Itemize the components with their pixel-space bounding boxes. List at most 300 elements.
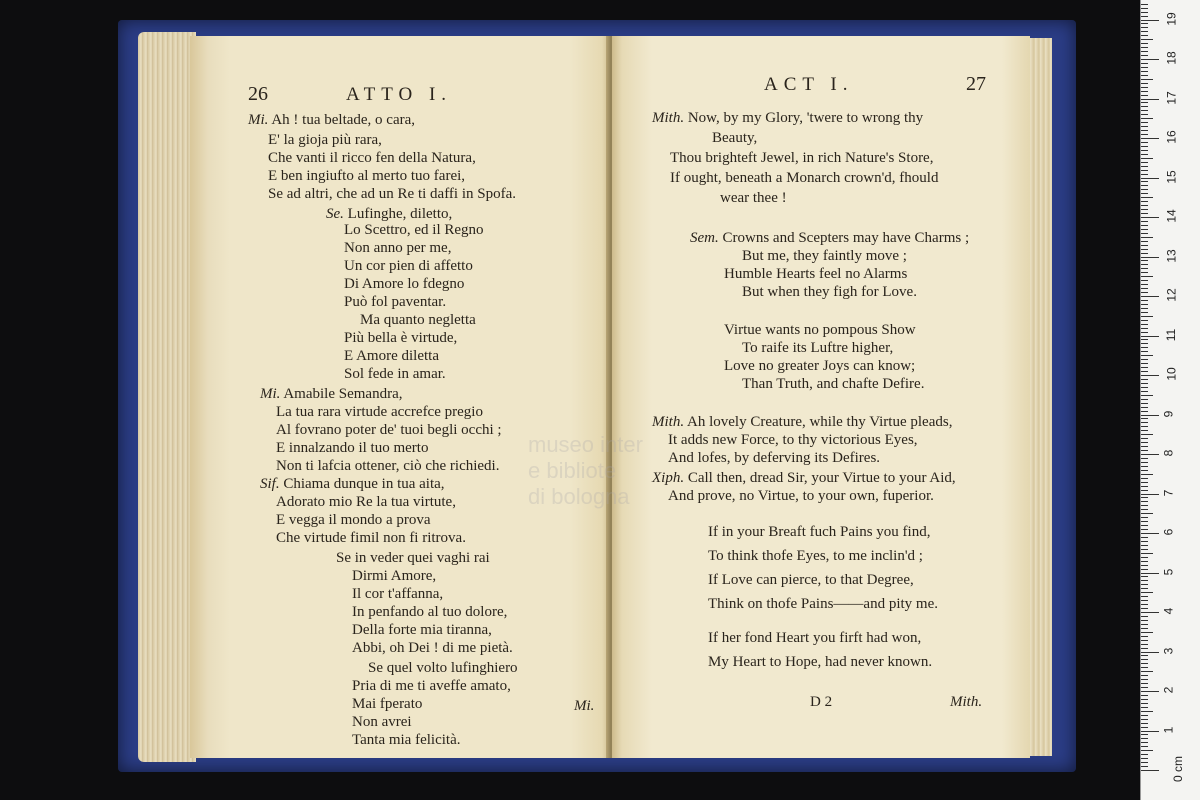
verse-text: Della forte mia tiranna, (352, 622, 492, 638)
ruler-tick (1141, 300, 1148, 301)
ruler-tick (1141, 549, 1148, 550)
verse-text: Se in veder quei vaghi rai (336, 550, 490, 566)
ruler-number: 9 (1161, 410, 1176, 417)
verse-text: La tua rara virtude accrefce pregio (276, 404, 483, 420)
verse-text: Più bella è virtude, (344, 330, 458, 346)
right-page-line (724, 322, 916, 339)
verse-text: Dirmi Amore, (352, 568, 437, 584)
verse-text: It adds new Force, to thy victorious Eyes, (668, 432, 918, 448)
ruler-tick (1141, 663, 1148, 664)
verse-text: If in your Breaft fuch Pains you find, (708, 524, 931, 540)
left-catchword: Mi. (574, 698, 595, 714)
ruler-tick (1141, 110, 1148, 111)
ruler-tick (1141, 71, 1148, 72)
ruler-tick (1141, 675, 1148, 676)
left-page-line (352, 696, 422, 713)
ruler-tick (1141, 308, 1148, 309)
ruler-tick (1141, 8, 1148, 9)
ruler-tick (1141, 734, 1148, 735)
ruler-tick (1141, 264, 1148, 265)
ruler-tick (1141, 138, 1159, 139)
right-page-line (668, 432, 918, 449)
ruler-tick (1141, 95, 1148, 96)
ruler-tick (1141, 185, 1148, 186)
ruler-tick (1141, 79, 1153, 80)
ruler-tick (1141, 260, 1148, 261)
ruler-tick (1141, 106, 1148, 107)
left-page-line (268, 150, 476, 167)
watermark-line-3: di bologna (528, 484, 630, 509)
ruler-tick (1141, 746, 1148, 747)
ruler-tick (1141, 699, 1148, 700)
ruler-tick (1141, 742, 1148, 743)
speaker-name: Mith. (652, 414, 685, 430)
ruler-tick (1141, 399, 1148, 400)
ruler-tick (1141, 296, 1159, 297)
left-page-line (352, 586, 443, 603)
verse-text: If her fond Heart you firft had won, (708, 630, 922, 646)
ruler-tick (1141, 197, 1153, 198)
ruler-tick (1141, 324, 1148, 325)
ruler-number: 6 (1161, 528, 1176, 536)
ruler-tick (1141, 99, 1159, 100)
verse-text: Tanta mia felicità. (352, 732, 461, 748)
watermark-line-2: e bibliote (528, 458, 617, 483)
left-page-line (352, 568, 436, 585)
ruler-tick (1141, 343, 1148, 344)
ruler-tick (1141, 146, 1148, 147)
ruler-number: 8 (1161, 449, 1176, 457)
ruler-tick (1141, 407, 1148, 408)
right-page-line (652, 414, 952, 431)
ruler-tick (1141, 126, 1148, 127)
ruler-tick (1141, 118, 1153, 119)
ruler-tick (1141, 134, 1148, 135)
left-page-line (344, 276, 464, 293)
ruler-tick (1141, 584, 1148, 585)
right-page (612, 36, 1030, 758)
verse-text: Ma quanto negletta (360, 312, 476, 328)
ruler-tick (1141, 178, 1159, 179)
signature-mark: D 2 (810, 694, 833, 710)
right-page-header: ACT I. (764, 74, 854, 95)
left-page-line (276, 458, 499, 475)
verse-text: Che virtude fimil non fi ritrova. (276, 530, 466, 546)
ruler-tick (1141, 67, 1148, 68)
ruler-tick (1141, 292, 1148, 293)
ruler-tick (1141, 576, 1148, 577)
verse-text: Adorato mio Re la tua virtute, (276, 494, 456, 510)
left-page-line (352, 678, 511, 695)
right-page-line (708, 654, 932, 671)
ruler-tick (1141, 272, 1148, 273)
ruler-tick (1141, 509, 1148, 510)
ruler-tick (1141, 762, 1148, 763)
ruler-tick (1141, 470, 1148, 471)
right-page-line (708, 596, 938, 613)
ruler-tick (1141, 23, 1148, 24)
ruler-tick (1141, 170, 1148, 171)
verse-text: Può fol paventar. (344, 294, 447, 310)
ruler-tick (1141, 430, 1148, 431)
ruler-number: 12 (1164, 288, 1179, 302)
ruler-tick (1141, 557, 1148, 558)
speaker-name: Se. (326, 206, 344, 222)
left-page-line (344, 330, 457, 347)
ruler-tick (1141, 446, 1148, 447)
ruler-tick (1141, 659, 1148, 660)
ruler-tick (1141, 189, 1148, 190)
verse-text: Crowns and Scepters may have Charms ; (718, 230, 970, 246)
verse-text: Than Truth, and chafte Defire. (742, 376, 925, 392)
ruler-tick (1141, 596, 1148, 597)
ruler-tick (1141, 411, 1148, 412)
ruler-tick (1141, 363, 1148, 364)
ruler-tick (1141, 620, 1148, 621)
ruler-tick (1141, 59, 1159, 60)
right-page-line (724, 358, 915, 375)
ruler-tick (1141, 687, 1148, 688)
ruler-tick (1141, 604, 1148, 605)
ruler-tick (1141, 588, 1148, 589)
ruler-tick (1141, 426, 1148, 427)
ruler-tick (1141, 719, 1148, 720)
ruler-tick (1141, 4, 1148, 5)
ruler-tick (1141, 166, 1148, 167)
ruler-tick (1141, 628, 1148, 629)
left-page-line (344, 240, 451, 257)
ruler-tick (1141, 221, 1148, 222)
speaker-name: Mi. (260, 386, 281, 402)
ruler-tick (1141, 521, 1148, 522)
ruler-tick (1141, 494, 1159, 495)
left-page-line (260, 386, 402, 403)
verse-text: Mai fperato (352, 696, 423, 712)
ruler-tick (1141, 241, 1148, 242)
ruler-tick (1141, 288, 1148, 289)
right-page-line (742, 376, 924, 393)
verse-text: Abbi, oh Dei ! di me pietà. (352, 640, 513, 656)
right-page-line (720, 190, 787, 207)
left-page-line (352, 622, 492, 639)
right-page-line (708, 524, 930, 541)
ruler-tick (1141, 462, 1148, 463)
verse-text: E' la gioja più rara, (268, 132, 382, 148)
ruler-tick (1141, 478, 1148, 479)
ruler-number: 7 (1161, 489, 1176, 496)
verse-text: If Love can pierce, to that Degree, (708, 572, 914, 588)
ruler-tick (1141, 225, 1148, 226)
verse-text: But me, they faintly move ; (742, 248, 907, 264)
right-page-line (708, 548, 923, 565)
ruler-tick (1141, 731, 1159, 732)
verse-text: And lofes, by deferving its Defires. (668, 450, 881, 466)
ruler-tick (1141, 229, 1148, 230)
ruler-tick (1141, 39, 1153, 40)
ruler-tick (1141, 541, 1148, 542)
ruler-tick (1141, 280, 1148, 281)
left-page-line (344, 366, 446, 383)
verse-text: Virtue wants no pompous Show (724, 322, 916, 338)
ruler-tick (1141, 490, 1148, 491)
speaker-name: Sif. (260, 476, 280, 492)
ruler-tick (1141, 636, 1148, 637)
verse-text: Il cor t'affanna, (352, 586, 444, 602)
left-page-line (368, 660, 518, 677)
verse-text: Now, by my Glory, 'twere to wrong thy (684, 110, 924, 126)
right-page-line (742, 248, 907, 265)
ruler-tick (1141, 517, 1148, 518)
left-page-line (344, 348, 439, 365)
ruler-number: 19 (1164, 11, 1179, 26)
right-page-line (652, 470, 956, 487)
verse-text: Amabile Semandra, (280, 386, 403, 402)
ruler-tick (1141, 43, 1148, 44)
ruler-tick (1141, 87, 1148, 88)
ruler-tick (1141, 644, 1148, 645)
ruler-tick (1141, 375, 1159, 376)
ruler-tick (1141, 351, 1148, 352)
left-page-line (276, 512, 431, 529)
ruler-tick (1141, 336, 1159, 337)
ruler-tick (1141, 434, 1153, 435)
ruler-tick (1141, 181, 1148, 182)
left-page-line (268, 132, 382, 149)
ruler-tick (1141, 403, 1148, 404)
ruler-tick (1141, 505, 1148, 506)
verse-text: In penfando al tuo dolore, (352, 604, 508, 620)
verse-text: Di Amore lo fdegno (344, 276, 465, 292)
ruler-tick (1141, 63, 1148, 64)
left-page-line (344, 294, 446, 311)
ruler-tick (1141, 91, 1148, 92)
left-page (190, 36, 610, 758)
speaker-name: Mi. (248, 112, 269, 128)
ruler-tick (1141, 217, 1159, 218)
ruler-number: 5 (1161, 568, 1176, 575)
ruler-tick (1141, 679, 1148, 680)
left-page-line (336, 550, 490, 567)
verse-text: Un cor pien di affetto (344, 258, 473, 274)
measuring-ruler (1140, 0, 1200, 800)
verse-text: Se ad altri, che ad un Re ti daffi in Spofa. (268, 186, 516, 202)
left-page-line (352, 640, 513, 657)
right-catchword: Mith. (950, 694, 983, 710)
ruler-tick (1141, 450, 1148, 451)
ruler-number: 14 (1164, 209, 1179, 223)
right-page-line (670, 150, 933, 167)
ruler-number: 16 (1164, 130, 1179, 144)
right-page-line (724, 266, 907, 283)
ruler-tick (1141, 438, 1148, 439)
ruler-tick (1141, 442, 1148, 443)
ruler-tick (1141, 612, 1159, 613)
left-page-line (344, 222, 484, 239)
ruler-tick (1141, 738, 1148, 739)
ruler-tick (1141, 545, 1148, 546)
ruler-tick (1141, 723, 1148, 724)
ruler-tick (1141, 304, 1148, 305)
ruler-number: 18 (1164, 51, 1179, 65)
ruler-tick (1141, 142, 1148, 143)
ruler-tick (1141, 486, 1148, 487)
ruler-tick (1141, 565, 1148, 566)
ruler-tick (1141, 715, 1148, 716)
left-page-line (260, 476, 445, 493)
ruler-tick (1141, 27, 1148, 28)
ruler-number: 0 cm (1171, 755, 1186, 783)
ruler-number: 11 (1164, 328, 1179, 341)
verse-text: Sol fede in amar. (344, 366, 446, 382)
ruler-tick (1141, 703, 1148, 704)
verse-text: Humble Hearts feel no Alarms (724, 266, 908, 282)
ruler-tick (1141, 454, 1159, 455)
ruler-tick (1141, 47, 1148, 48)
ruler-tick (1141, 122, 1148, 123)
ruler-tick (1141, 16, 1148, 17)
ruler-tick (1141, 758, 1148, 759)
ruler-tick (1141, 707, 1148, 708)
ruler-tick (1141, 652, 1159, 653)
speaker-name: Sem. (690, 230, 719, 246)
right-page-line (670, 170, 938, 187)
ruler-tick (1141, 754, 1148, 755)
ruler-tick (1141, 632, 1153, 633)
ruler-tick (1141, 75, 1148, 76)
left-page-header: ATTO I. (346, 84, 453, 105)
verse-text: And prove, no Virtue, to your own, fuperior. (668, 488, 934, 504)
ruler-tick (1141, 51, 1148, 52)
ruler-tick (1141, 193, 1148, 194)
ruler-number: 17 (1164, 90, 1179, 105)
ruler-tick (1141, 355, 1153, 356)
left-page-line (352, 714, 412, 731)
verse-text: E Amore diletta (344, 348, 439, 364)
ruler-tick (1141, 31, 1148, 32)
ruler-tick (1141, 257, 1159, 258)
verse-text: Thou brighteft Jewel, in rich Nature's Store, (670, 150, 934, 166)
ruler-tick (1141, 316, 1153, 317)
ruler-tick (1141, 328, 1148, 329)
left-page-line (352, 604, 507, 621)
ruler-tick (1141, 130, 1148, 131)
ruler-tick (1141, 497, 1148, 498)
verse-text: E ben ingiufto al merto tuo farei, (268, 168, 466, 184)
ruler-tick (1141, 727, 1148, 728)
right-page-line (712, 130, 757, 147)
ruler-tick (1141, 395, 1153, 396)
ruler-tick (1141, 312, 1148, 313)
ruler-tick (1141, 466, 1148, 467)
ruler-tick (1141, 339, 1148, 340)
right-page-line (652, 110, 923, 127)
ruler-number: 10 (1164, 367, 1179, 381)
ruler-tick (1141, 501, 1148, 502)
ruler-tick (1141, 233, 1148, 234)
ruler-tick (1141, 683, 1148, 684)
speaker-name: Xiph. (652, 470, 685, 486)
verse-text: Lo Scettro, ed il Regno (344, 222, 484, 238)
ruler-tick (1141, 592, 1153, 593)
ruler-tick (1141, 422, 1148, 423)
ruler-tick (1141, 474, 1153, 475)
ruler-tick (1141, 347, 1148, 348)
verse-text: Non ti lafcia ottener, ciò che richiedi. (276, 458, 500, 474)
ruler-tick (1141, 671, 1153, 672)
ruler-tick (1141, 616, 1148, 617)
ruler-tick (1141, 284, 1148, 285)
verse-text: Al fovrano poter de' tuoi begli occhi ; (276, 422, 502, 438)
ruler-tick (1141, 83, 1148, 84)
ruler-number: 13 (1164, 248, 1179, 263)
verse-text: Call then, dread Sir, your Virtue to your Aid, (684, 470, 956, 486)
left-page-line (360, 312, 476, 329)
ruler-tick (1141, 766, 1148, 767)
ruler-tick (1141, 415, 1159, 416)
ruler-tick (1141, 158, 1153, 159)
ruler-tick (1141, 608, 1148, 609)
ruler-tick (1141, 580, 1148, 581)
verse-text: Pria di me ti aveffe amato, (352, 678, 511, 694)
ruler-tick (1141, 648, 1148, 649)
ruler-tick (1141, 150, 1148, 151)
ruler-tick (1141, 20, 1159, 21)
ruler-tick (1141, 525, 1148, 526)
ruler-tick (1141, 711, 1153, 712)
verse-text: Lufinghe, diletto, (343, 206, 453, 222)
ruler-tick (1141, 387, 1148, 388)
left-page-line (276, 494, 456, 511)
right-page-line (742, 284, 917, 301)
verse-text: Non anno per me, (344, 240, 452, 256)
ruler-tick (1141, 174, 1148, 175)
ruler-tick (1141, 205, 1148, 206)
right-page-line (708, 572, 914, 589)
verse-text: But when they figh for Love. (742, 284, 917, 300)
verse-text: wear thee ! (720, 190, 787, 206)
ruler-tick (1141, 154, 1148, 155)
ruler-tick (1141, 201, 1148, 202)
right-page-line (668, 488, 934, 505)
left-page-line (276, 422, 502, 439)
verse-text: My Heart to Hope, had never known. (708, 654, 933, 670)
ruler-tick (1141, 561, 1148, 562)
verse-text: E vegga il mondo a prova (276, 512, 431, 528)
ruler-tick (1141, 667, 1148, 668)
speaker-name: Mith. (652, 110, 685, 126)
ruler-tick (1141, 209, 1148, 210)
verse-text: Ah ! tua beltade, o cara, (268, 112, 416, 128)
verse-text: To think thofe Eyes, to me inclin'd ; (708, 548, 923, 564)
verse-text: Se quel volto lufinghiero (368, 660, 518, 676)
ruler-tick (1141, 750, 1153, 751)
left-page-number: 26 (248, 83, 268, 105)
ruler-tick (1141, 359, 1148, 360)
right-page-number: 27 (966, 73, 986, 95)
verse-text: Love no greater Joys can know; (724, 358, 916, 374)
ruler-tick (1141, 114, 1148, 115)
ruler-tick (1141, 624, 1148, 625)
ruler-tick (1141, 529, 1148, 530)
right-page-line (742, 340, 893, 357)
ruler-tick (1141, 695, 1148, 696)
left-page-line (268, 186, 516, 203)
watermark-line-1: museo inter (528, 432, 643, 457)
ruler-tick (1141, 640, 1148, 641)
verse-text: To raife its Luftre higher, (742, 340, 894, 356)
ruler-tick (1141, 391, 1148, 392)
ruler-tick (1141, 268, 1148, 269)
